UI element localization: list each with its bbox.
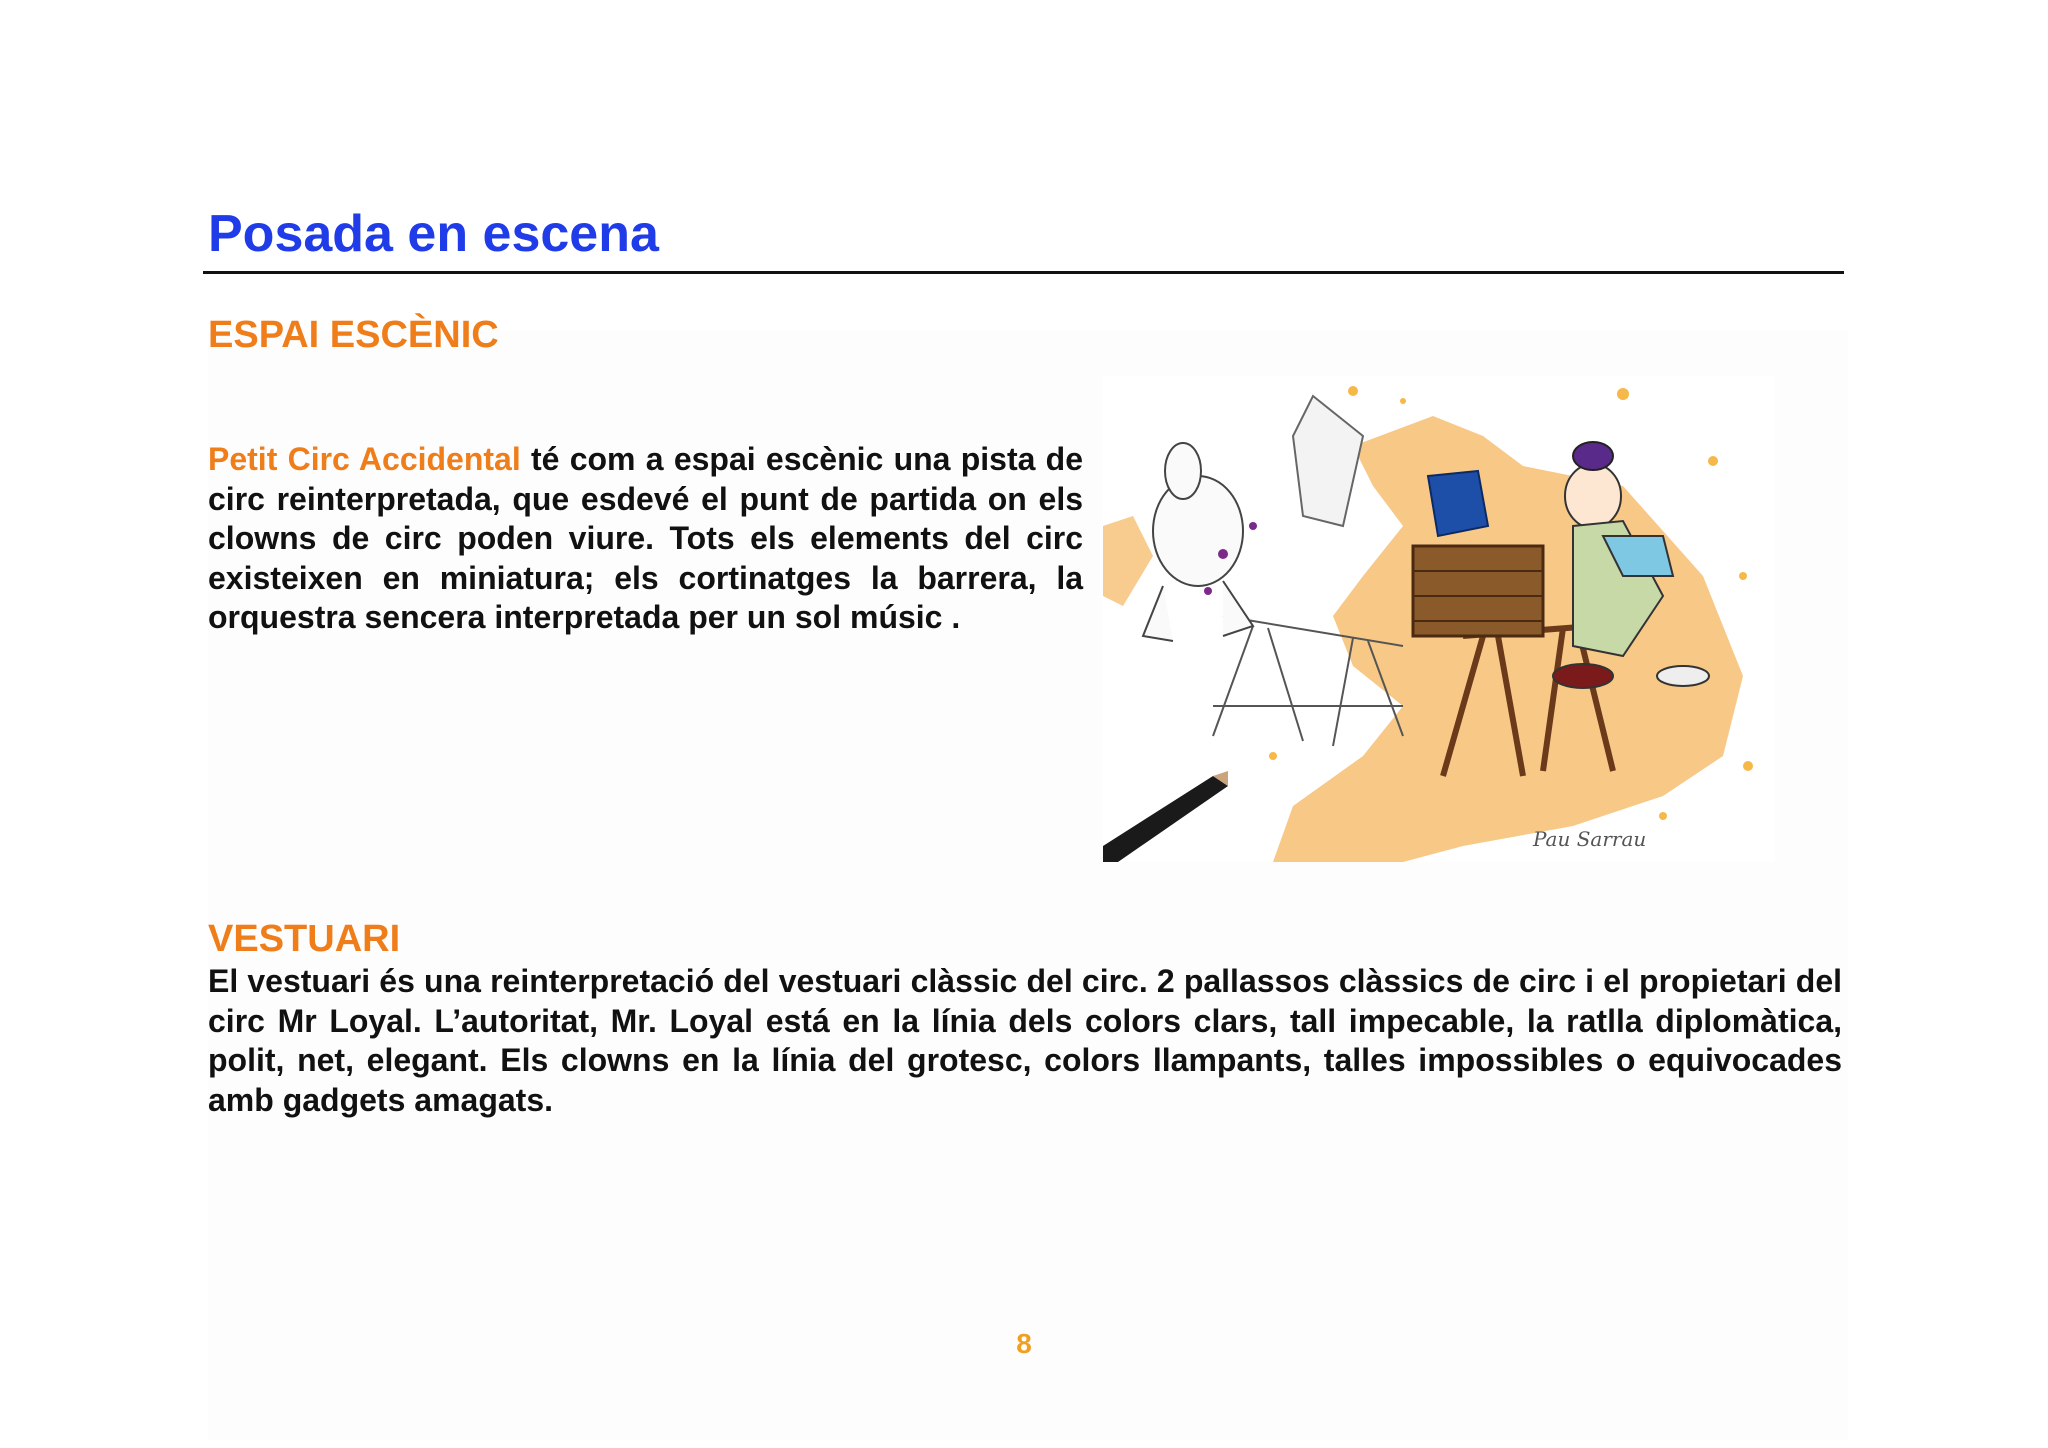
circus-clowns-illustration-icon (1103, 376, 1775, 862)
vestuari-heading: VESTUARI (208, 918, 401, 960)
espai-escenic-paragraph (208, 440, 1083, 638)
espai-escenic-text: té com a espai escènic una pista de circ reinterpretada, que esdevé el punt de partida on els clowns de circ poden viure. Tots els elements del circ existeixen en miniatura; els cortinatges la barrera, la orquestra sencera interpretada per un sol músic . (208, 441, 1084, 635)
circus-illustration (1103, 376, 1775, 862)
page-title: Posada en escena (208, 205, 659, 263)
vestuari-paragraph: El vestuari és una reinterpretació del vestuari clàssic del circ. 2 pallassos clàssics de circ i el propietari del circ Mr Loyal. L’autoritat, Mr. Loyal está en la línia dels colors clars, tall impecable, la ratlla diplomàtica, polit, net, elegant. Els clowns en la línia del grotesc, colors llampants, talles impossibles o equivocades amb gadgets amagats. (208, 963, 1842, 1118)
illustration-signature: Pau Sarrau (1533, 827, 1647, 851)
page-number: 8 (1016, 1328, 1032, 1359)
espai-escenic-heading: ESPAI ESCÈNIC (208, 314, 499, 356)
title-divider (203, 271, 1844, 274)
show-name-highlight: Petit Circ Accidental (208, 441, 521, 477)
